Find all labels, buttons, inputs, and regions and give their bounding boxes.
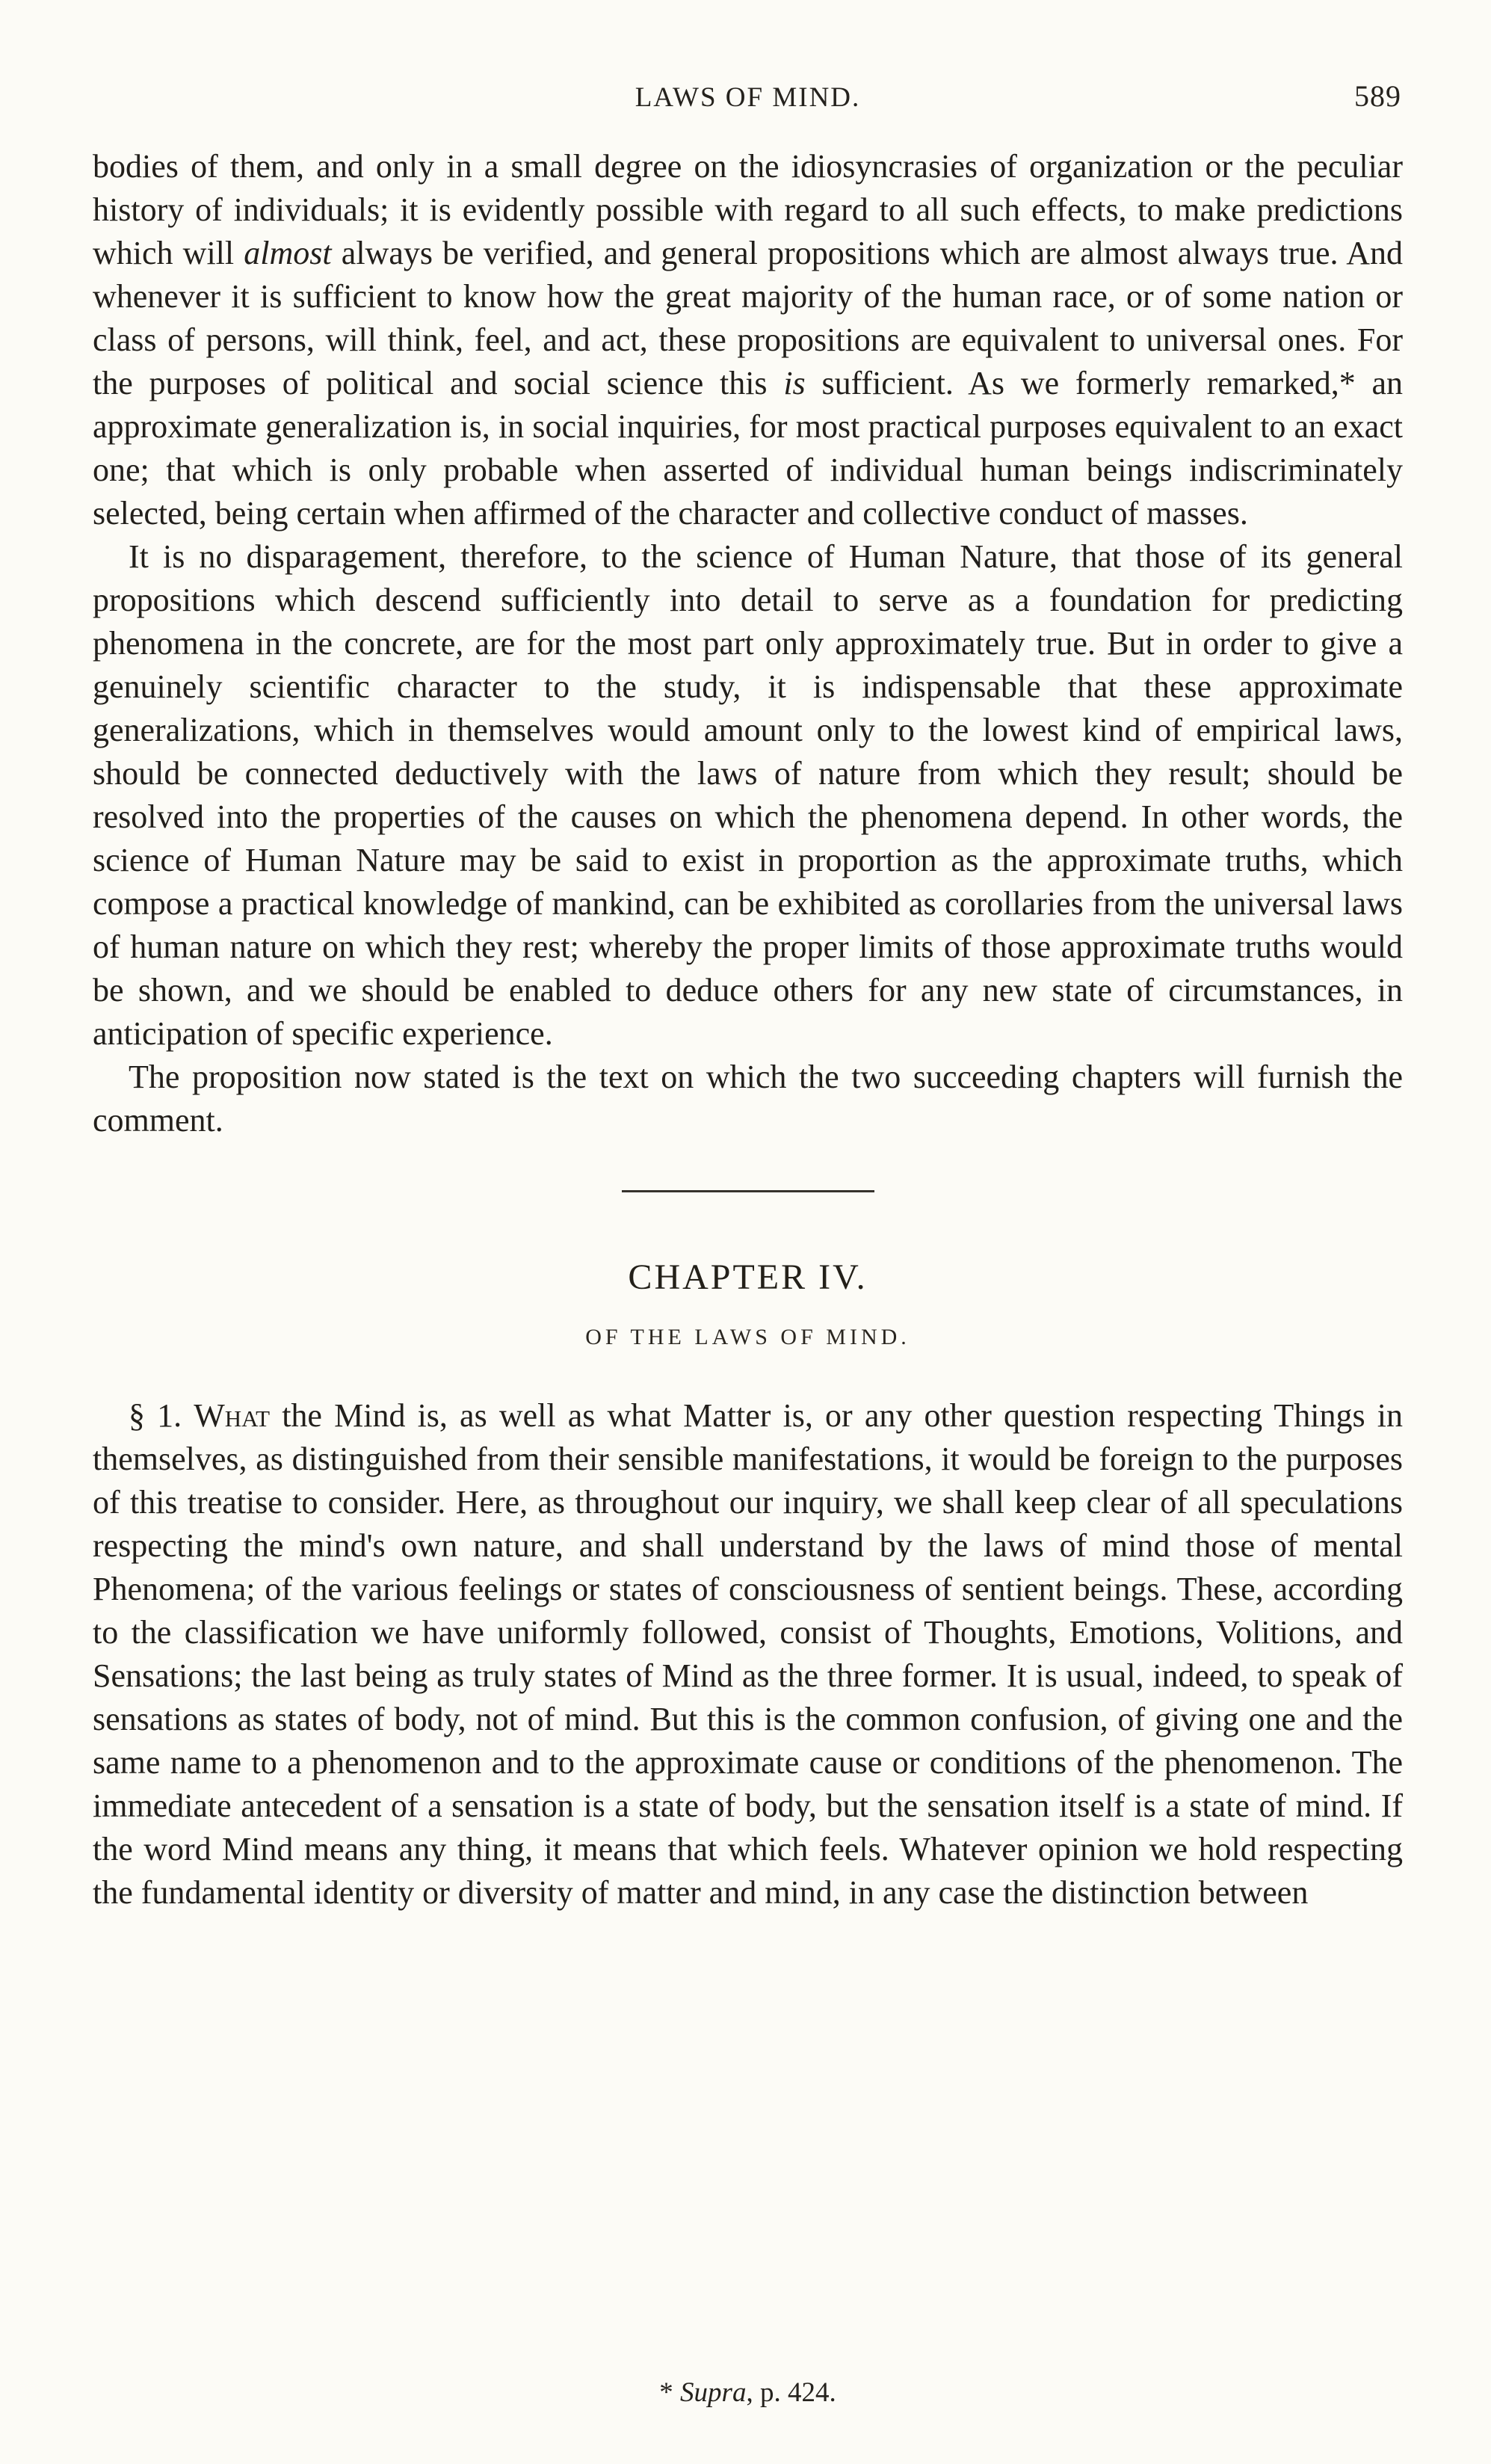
section-number: § 1. [129,1396,194,1434]
italic-word: almost [244,235,332,271]
running-header-title: LAWS OF MIND. [635,82,861,113]
footnote-italic: Supra [680,2377,747,2408]
paragraph-text: the Mind is, as well as what Matter is, or any other question respecting Things in themselves, as distinguished from their sensible manifestations, it would be foreign to the purposes of this treatise to consider. Here, as throughout our inquiry, we shall keep clear of all speculations respecting the mind's own nature, and shall understand by the laws of mind those of mental Phenomena; of the various feelings or states of consciousness of sentient beings. These, according to the classification we have uniformly followed, consist of Thoughts, Emotions, Volitions, and Sensations; the last being as truly states of Mind as the three former. It is usual, indeed, to speak of sensations as states of body, not of mind. But this is the common confusion, of giving one and the same name to a phenomenon and to the approximate cause or conditions of the phenomenon. The immediate antecedent of a sensation is a state of body, but the sensation itself is a state of mind. If the word Mind means any thing, it means that which feels. Whatever opinion we hold respecting the fundamental identity or diversity of matter and mind, in any case the distinction between [93,1396,1403,1911]
paragraph-3: The proposition now stated is the text on which the two succeeding chapters will furnish the comment. [93,1059,1403,1139]
page-number: 589 [1354,79,1401,113]
smallcaps-word: What [194,1396,271,1434]
paragraph-2: It is no disparagement, therefore, to the science of Human Nature, that those of its general propositions which descend sufficiently into detail to serve as a foundation for predicting phenomena in the concrete, are for the most part only approximately true. But in order to give a genuinely scientific character to the study, it is indispensable that these approximate generalizations, which in themselves would amount only to the lowest kind of empirical laws, should be connected deductively with the laws of nature from which they result; should be resolved into the properties of the causes on which the phenomena depend. In other words, the science of Human Nature may be said to exist in proportion as the approximate truths, which compose a practical knowledge of mankind, can be exhibited as corollaries from the universal laws of human nature on which they rest; whereby the proper limits of those approximate truths would be shown, and we should be enabled to deduce others for any new state of circumstances, in anticipation of specific experience. [93,538,1403,1052]
running-header [93,76,1403,114]
section-divider [622,1190,874,1192]
footnote [93,2371,1403,2464]
paragraph-continuation [93,145,1403,535]
paragraph-text: always be verified, and general propositions which are almost always true. And whenever it is sufficient to know how the great majority of the human race, or of some nation or class of persons, will think, feel, and act, these propositions are equivalent to universal ones. For the purposes of political and social science this [93,235,1404,401]
chapter-heading: CHAPTER IV. [628,1257,868,1297]
footnote-marker: * [659,2377,681,2408]
footnote-text: , p. 424. [746,2377,836,2408]
chapter-subtitle: OF THE LAWS OF MIND. [585,1324,910,1349]
section-1-paragraph [93,1394,1403,1915]
italic-word: is [783,365,806,401]
paragraph-text: sufficient. As we formerly remarked,* an approximate generalization is, in social inquiries, for most practical purposes equivalent to an exact one; that which is only probable when asserted of individual human beings indiscriminately selected, being certain when affirmed of the character and collective conduct of masses. [93,365,1403,532]
paragraph-text: bodies of them, and only in a small degree on the idiosyncrasies of organization or the peculiar history of individuals; it is evidently possible with regard to all such effects, to make predictions which will [93,148,1403,271]
